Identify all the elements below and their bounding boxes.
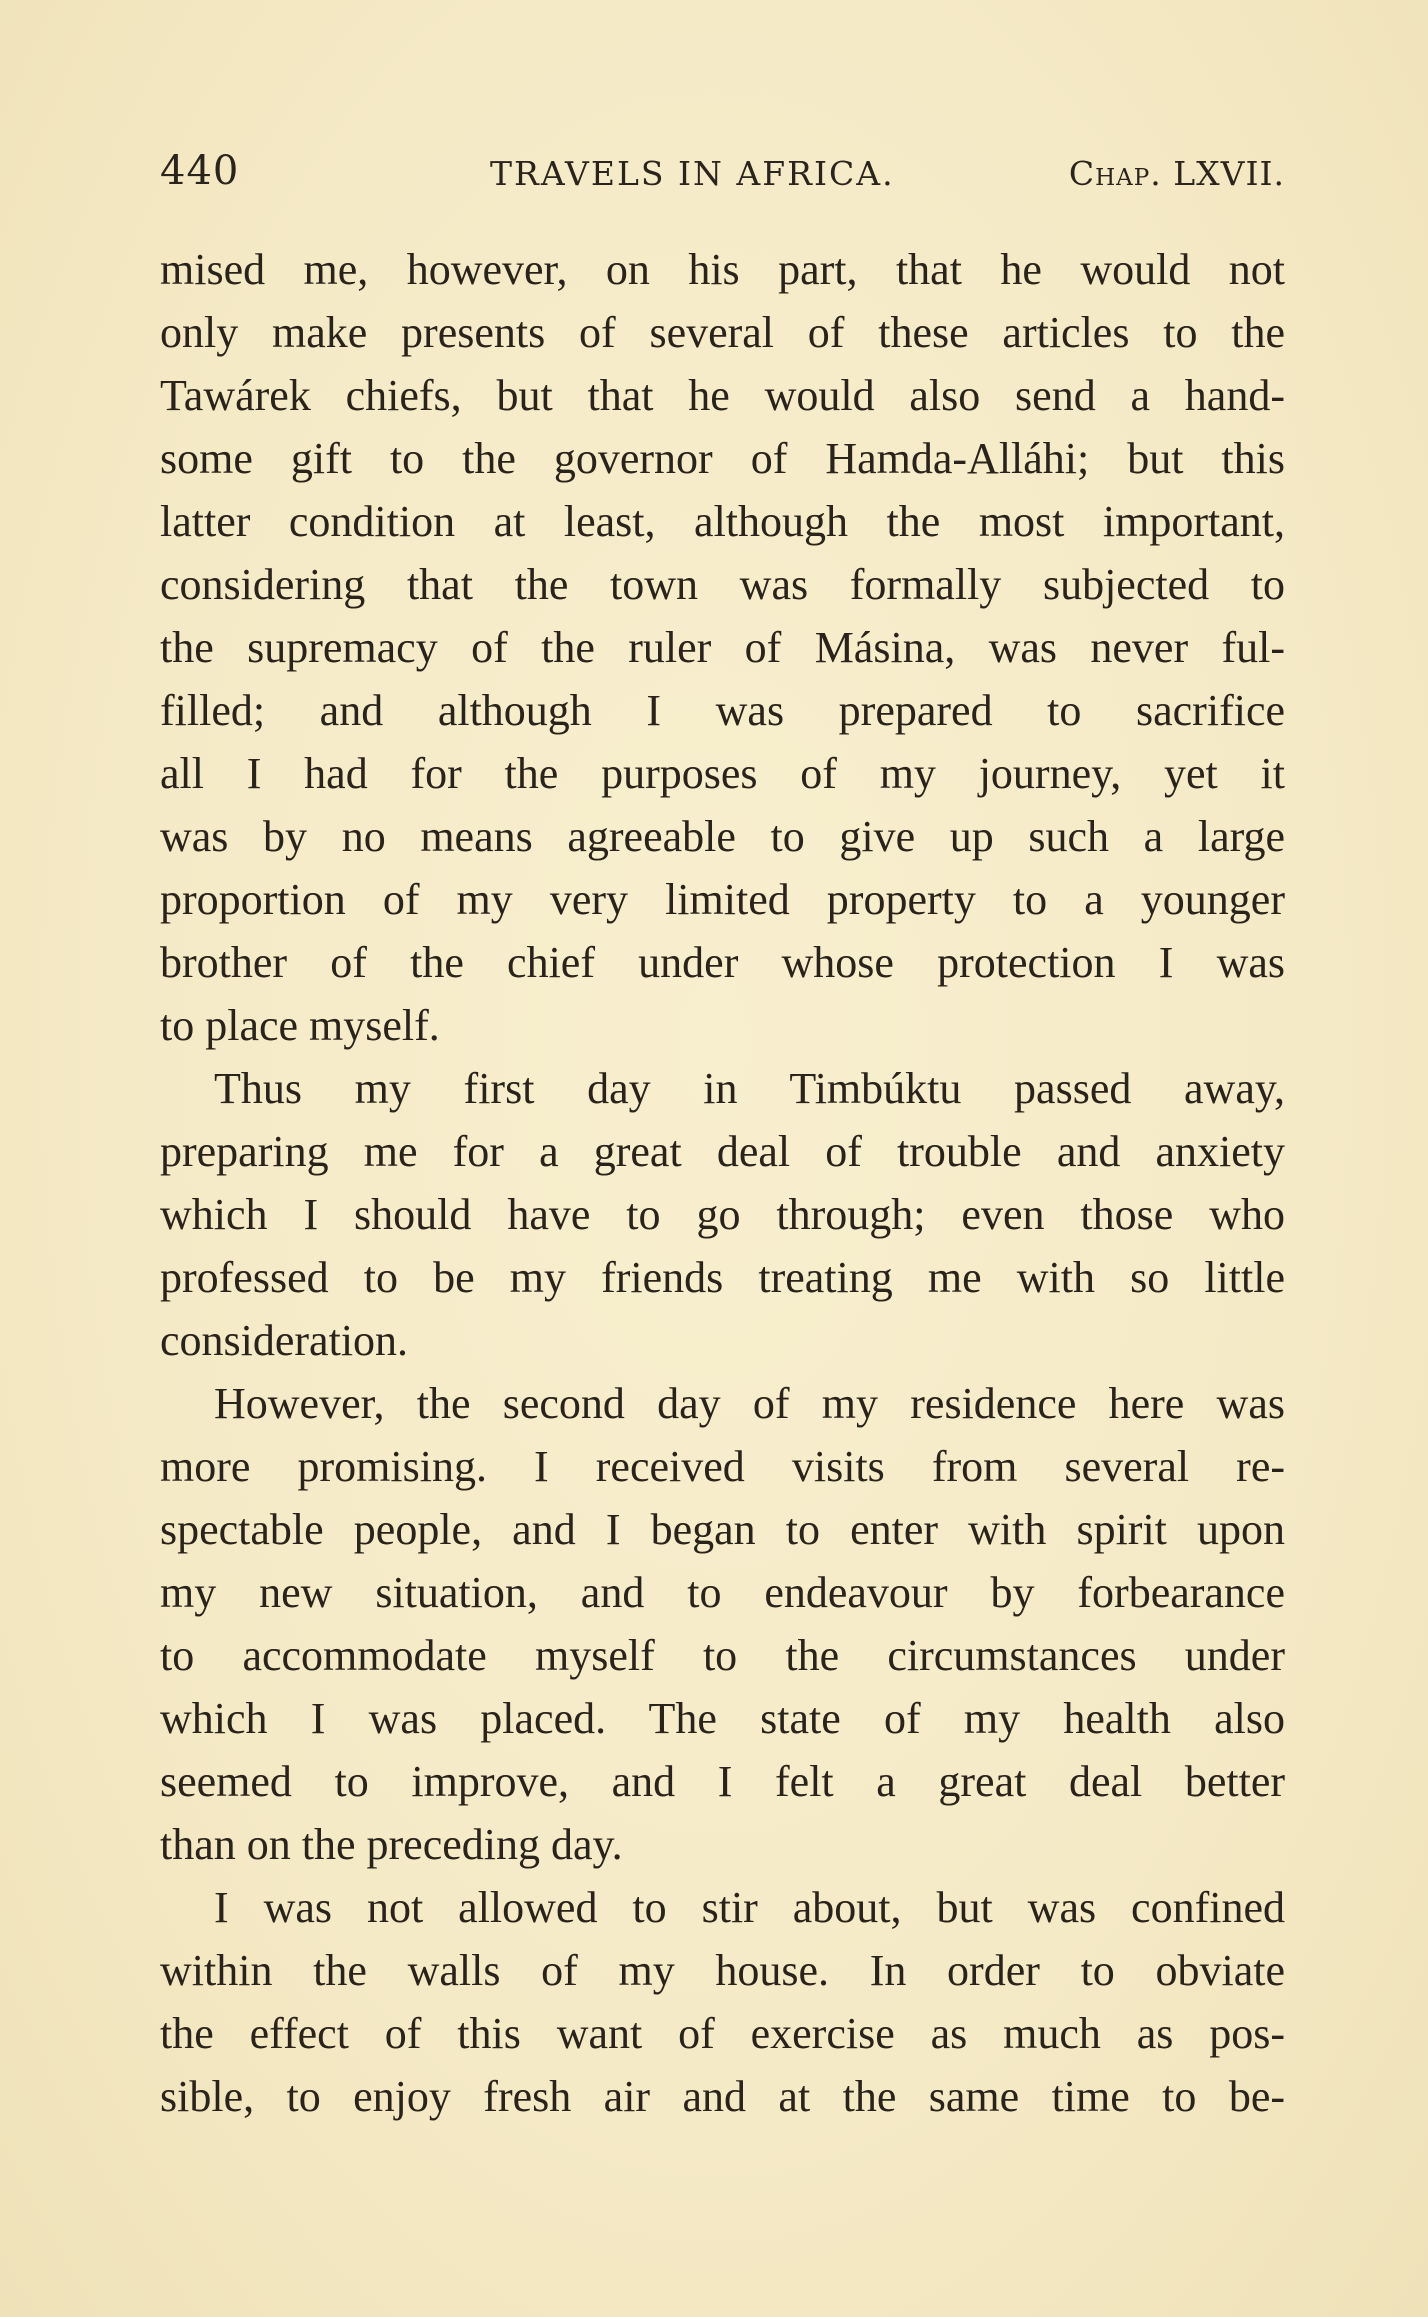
running-title: TRAVELS IN AFRICA. (490, 154, 895, 193)
text-line: my new situation, and to endeavour by forbearance (160, 1568, 1285, 1617)
text-line: However, the second day of my residence here was (214, 1379, 1285, 1428)
text-line: mised me, however, on his part, that he would not (160, 245, 1285, 294)
text-line: Tawárek chiefs, but that he would also send a hand- (160, 371, 1285, 420)
text-line: brother of the chief under whose protection I was (160, 938, 1285, 987)
text-line: Thus my first day in Timbúktu passed away, (214, 1064, 1285, 1113)
text-line: consideration. (160, 1316, 409, 1365)
text-line: proportion of my very limited property to a younger (160, 875, 1285, 924)
text-line: which I was placed. The state of my health also (160, 1694, 1285, 1743)
text-line: sible, to enjoy fresh air and at the same time to be- (160, 2072, 1285, 2121)
text-line: which I should have to go through; even those who (160, 1190, 1285, 1239)
text-line: than on the preceding day. (160, 1820, 623, 1869)
text-line: preparing me for a great deal of trouble and anxiety (160, 1127, 1285, 1176)
text-line: filled; and although I was prepared to sacrifice (160, 686, 1285, 735)
paragraph (160, 1372, 1285, 1876)
text-line: was by no means agreeable to give up such a large (160, 812, 1285, 861)
paragraph (160, 1057, 1285, 1372)
text-line: to accommodate myself to the circumstances under (160, 1631, 1285, 1680)
text-line: I was not allowed to stir about, but was confined (214, 1883, 1285, 1932)
text-line: latter condition at least, although the most important, (160, 497, 1285, 546)
text-line: professed to be my friends treating me with so little (160, 1253, 1285, 1302)
text-line: only make presents of several of these articles to the (160, 308, 1285, 357)
paragraph (160, 238, 1285, 1057)
text-line: considering that the town was formally subjected to (160, 560, 1285, 609)
text-line: seemed to improve, and I felt a great deal better (160, 1757, 1285, 1806)
text-line: within the walls of my house. In order to obviate (160, 1946, 1285, 1995)
page-header (160, 148, 1285, 198)
text-line: some gift to the governor of Hamda-Alláhi; but this (160, 434, 1285, 483)
text-line: spectable people, and I began to enter with spirit upon (160, 1505, 1285, 1554)
text-line: the effect of this want of exercise as much as pos- (160, 2009, 1285, 2058)
text-line: all I had for the purposes of my journey, yet it (160, 749, 1285, 798)
text-line: to place myself. (160, 1001, 440, 1050)
text-line: the supremacy of the ruler of Másina, was never ful- (160, 623, 1285, 672)
text-line: more promising. I received visits from several re- (160, 1442, 1285, 1491)
paragraph (160, 1876, 1285, 2128)
page-number: 440 (160, 148, 240, 194)
chapter-label: Chap. LXVII. (1068, 154, 1285, 193)
page-body (160, 238, 1285, 2128)
